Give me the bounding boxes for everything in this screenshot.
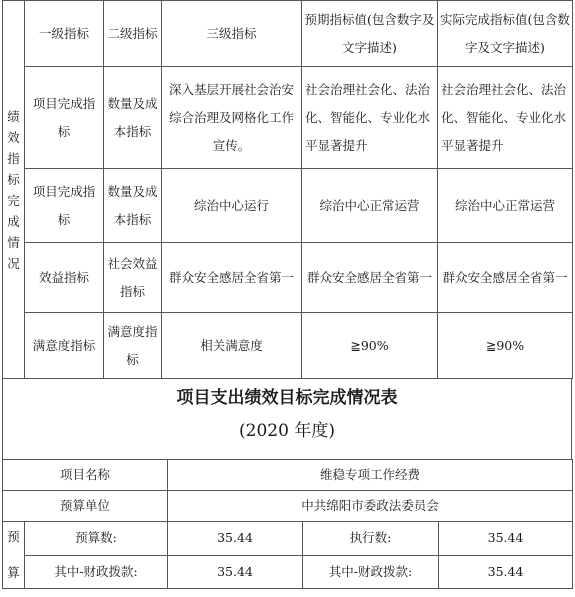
exec-value: 35.44 xyxy=(439,522,573,556)
row1-level3: 深入基层开展社会治安综合治理及网格化工作宣传。 xyxy=(162,67,302,169)
header-level3: 三级指标 xyxy=(162,1,302,67)
row4-level2: 满意度指标 xyxy=(104,313,162,379)
row1-actual: 社会治理社会化、法治化、智能化、专业化水平显著提升 xyxy=(438,67,573,169)
row1-expected: 社会治理社会化、法治化、智能化、专业化水平显著提升 xyxy=(302,67,438,169)
table-row xyxy=(3,67,573,169)
fiscal-value: 35.44 xyxy=(168,555,303,589)
row3-expected: 群众安全感居全省第一 xyxy=(302,243,438,313)
row3-actual: 群众安全感居全省第一 xyxy=(438,243,573,313)
project-name-value: 维稳专项工作经费 xyxy=(168,460,573,491)
row2-actual: 综治中心正常运营 xyxy=(438,169,573,243)
header-level2: 二级指标 xyxy=(104,1,162,67)
table-row xyxy=(3,313,573,379)
row4-expected: ≧90% xyxy=(302,313,438,379)
row2-level1: 项目完成指标 xyxy=(25,169,104,243)
project-name-label: 项目名称 xyxy=(3,460,168,491)
budget-unit-label: 预算单位 xyxy=(3,491,168,522)
row3-level1: 效益指标 xyxy=(25,243,104,313)
fiscal-label-2: 其中-财政拨款: xyxy=(303,555,439,589)
fiscal-value-2: 35.44 xyxy=(439,555,573,589)
row1-level2: 数量及成本指标 xyxy=(104,67,162,169)
table-row xyxy=(3,243,573,313)
header-actual: 实际完成指标值(包含数字及文字描述) xyxy=(438,1,573,67)
row1-level1: 项目完成指标 xyxy=(25,67,104,169)
budget-value: 35.44 xyxy=(168,522,303,556)
expenditure-table xyxy=(2,459,573,589)
row4-level1: 满意度指标 xyxy=(25,313,104,379)
row4-actual: ≧90% xyxy=(438,313,573,379)
budget-label: 预算数: xyxy=(25,522,168,556)
expenditure-title-block xyxy=(2,379,572,459)
header-expected: 预期指标值(包含数字及文字描述) xyxy=(302,1,438,67)
row3-level3: 群众安全感居全省第一 xyxy=(162,243,302,313)
year-subtitle: (2020 年度) xyxy=(239,421,335,441)
fiscal-label: 其中-财政拨款: xyxy=(25,555,168,589)
table-row xyxy=(3,169,573,243)
row2-level3: 综治中心运行 xyxy=(162,169,302,243)
row2-level2: 数量及成本指标 xyxy=(104,169,162,243)
row4-level3: 相关满意度 xyxy=(162,313,302,379)
document-page xyxy=(2,0,572,589)
perf-side-label: 绩 效 指 标 完 成 情 况 xyxy=(3,1,25,379)
row2-expected: 综治中心正常运营 xyxy=(302,169,438,243)
budget-unit-value: 中共绵阳市委政法委员会 xyxy=(168,491,573,522)
header-level1: 一级指标 xyxy=(25,1,104,67)
exec-label: 执行数: xyxy=(303,522,439,556)
budget-side-label: 预 算 xyxy=(3,522,25,589)
page-title: 项目支出绩效目标完成情况表 xyxy=(176,388,398,408)
row3-level2: 社会效益指标 xyxy=(104,243,162,313)
performance-table xyxy=(2,0,573,379)
